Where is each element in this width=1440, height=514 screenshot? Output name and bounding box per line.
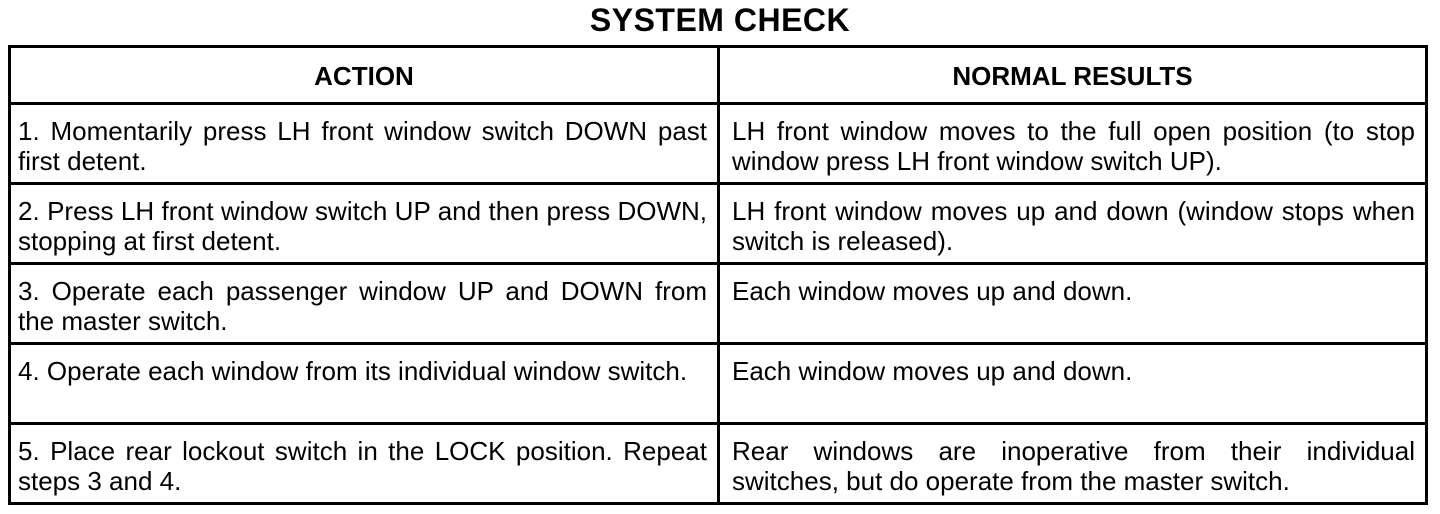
table-row (11, 425, 1425, 503)
result-cell: Rear windows are inoperative from their individual switches, but do operate from the master switch. (732, 436, 1415, 496)
result-cell: Each window moves up and down. (732, 276, 1133, 306)
column-header-normal-results: NORMAL RESULTS (952, 61, 1193, 91)
table-row (11, 345, 1425, 425)
result-cell: LH front window moves to the full open position (to stop window press LH front window switch UP). (732, 116, 1415, 176)
column-header-action: ACTION (11, 48, 720, 102)
result-cell: LH front window moves up and down (window stops when switch is released). (732, 196, 1415, 256)
system-check-table (8, 45, 1428, 505)
action-cell: 4. Operate each window from its individual window switch. (11, 345, 720, 422)
action-cell: 5. Place rear lockout switch in the LOCK position. Repeat steps 3 and 4. (11, 425, 720, 503)
result-cell: Each window moves up and down. (732, 356, 1133, 386)
table-row (11, 185, 1425, 265)
page-title: SYSTEM CHECK (589, 2, 851, 38)
action-cell: 3. Operate each passenger window UP and DOWN from the master switch. (11, 265, 720, 342)
table-row (11, 105, 1425, 185)
action-cell: 2. Press LH front window switch UP and then press DOWN, stopping at first detent. (11, 185, 720, 262)
action-cell: 1. Momentarily press LH front window switch DOWN past first detent. (11, 105, 720, 182)
table-header-row (11, 48, 1425, 105)
table-row (11, 265, 1425, 345)
